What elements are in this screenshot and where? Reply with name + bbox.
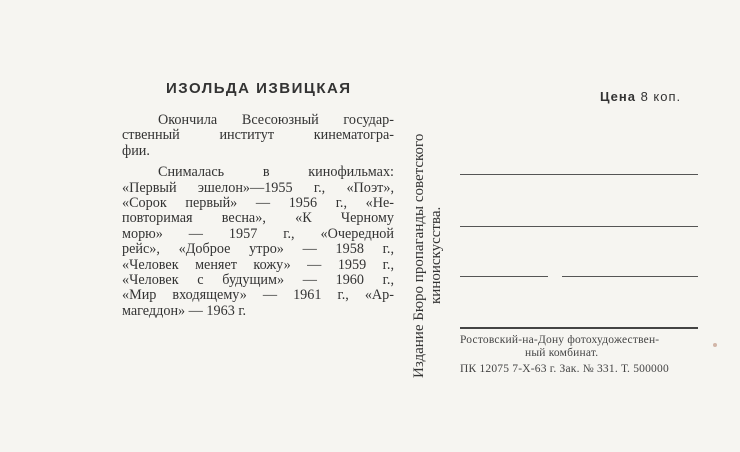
bio-line: рейс», «Доброе утро» — 1958 г., bbox=[122, 241, 394, 258]
card-title: ИЗОЛЬДА ИЗВИЦКАЯ bbox=[166, 80, 352, 97]
bio-line: морю» — 1957 г., «Очередной bbox=[122, 225, 394, 242]
publisher-line: Издание Бюро пропаганды советского bbox=[411, 133, 427, 378]
bio-line: фии. bbox=[122, 142, 150, 159]
bio-line: «Человек меняет кожу» — 1959 г., bbox=[122, 256, 394, 273]
ink-spot bbox=[713, 343, 717, 347]
publisher-line: киноискусства. bbox=[428, 206, 444, 304]
bio-line: «Мир входящему» — 1961 г., «Ар- bbox=[122, 287, 394, 304]
address-line bbox=[460, 276, 548, 277]
print-run-line: ПК 12075 7-Х-63 г. Зак. № 331. Т. 500000 bbox=[460, 363, 669, 375]
bio-line: повторимая весна», «К Черному bbox=[122, 210, 394, 227]
bio-line: ственный институт кинематогра- bbox=[122, 127, 394, 144]
printer-line: ный комбинат. bbox=[525, 347, 599, 359]
address-line bbox=[460, 174, 698, 175]
publisher-note bbox=[411, 78, 445, 378]
address-line bbox=[460, 226, 698, 227]
price-value: 8 коп. bbox=[640, 89, 682, 104]
bio-line: «Первый эшелон»—1955 г., «Поэт», bbox=[122, 179, 394, 196]
bio-line: Окончила Всесоюзный государ- bbox=[158, 112, 394, 128]
printer-divider bbox=[460, 327, 698, 329]
price bbox=[600, 89, 681, 104]
bio-line: магеддон» — 1963 г. bbox=[122, 302, 247, 319]
price-label: Цена bbox=[600, 89, 636, 104]
printer-line: Ростовский-на-Дону фотохудожествен- bbox=[460, 334, 660, 346]
biography-text bbox=[122, 113, 394, 319]
bio-line: Снималась в кинофильмах: bbox=[158, 164, 394, 181]
address-line bbox=[562, 276, 698, 277]
printer-imprint bbox=[460, 334, 710, 376]
bio-line: «Сорок первый» — 1956 г., «Не- bbox=[122, 195, 394, 212]
bio-line: «Человек с будущим» — 1960 г., bbox=[122, 272, 394, 289]
